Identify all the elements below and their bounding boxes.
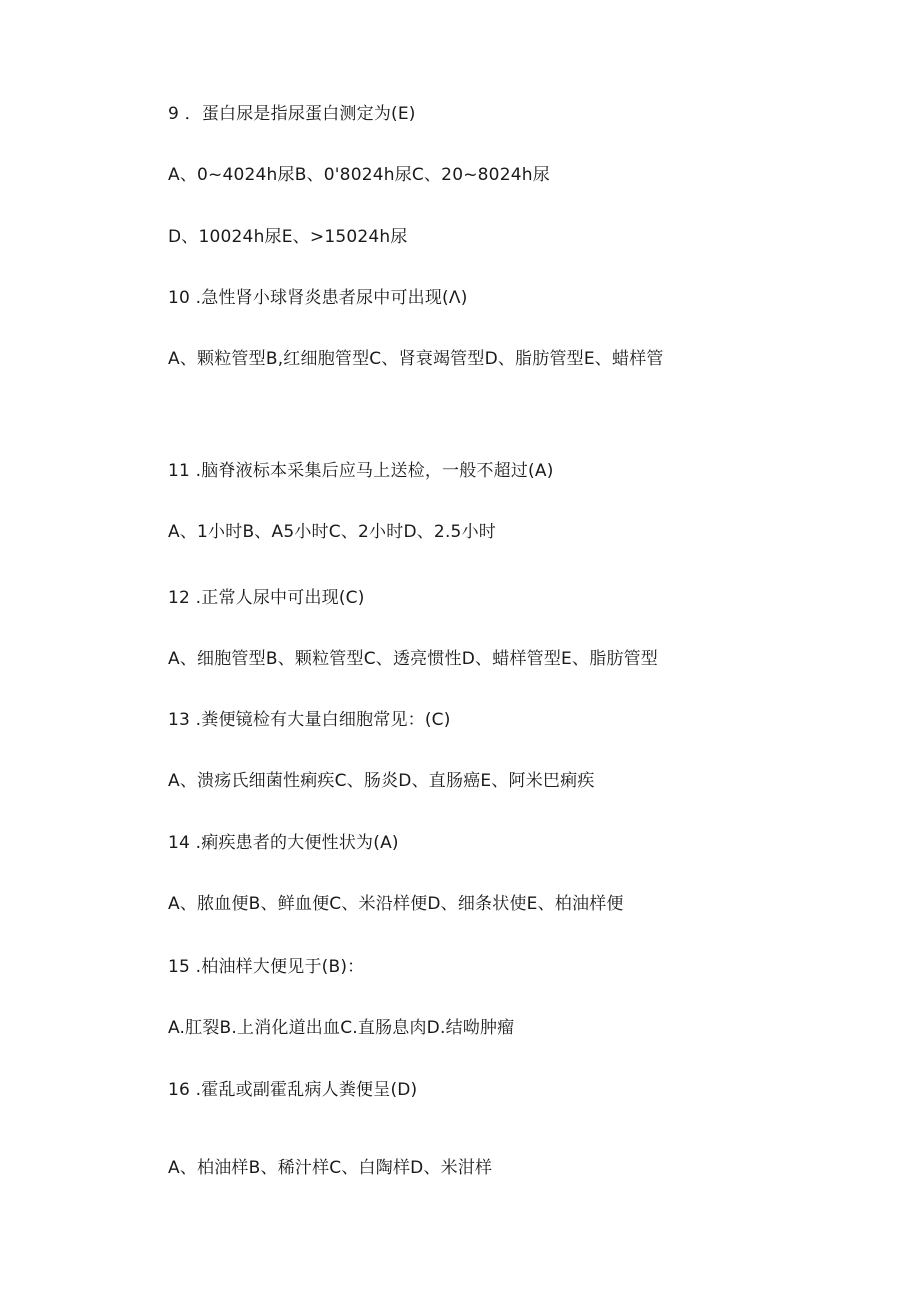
question-11: 11 .脑脊液标本采集后应马上送检，一般不超过(A) [168, 461, 554, 481]
question-10: 10 .急性肾小球肾炎患者尿中可出现(Λ) [168, 288, 468, 308]
options-11: A、1小时B、A5小时C、2小时D、2.5小时 [168, 522, 496, 542]
options-10: A、颗粒管型B,红细胞管型C、肾衰竭管型D、脂肪管型E、蜡样管 [168, 349, 664, 369]
question-13: 13 .粪便镜检有大量白细胞常见：(C) [168, 710, 451, 730]
question-16: 16 .霍乱或副霍乱病人粪便呈(D) [168, 1080, 418, 1100]
options-9-d-e: D、10024h尿E、>15024h尿 [168, 227, 408, 247]
options-15: A.肛裂B.上消化道出血C.直肠息肉D.结呦肿瘤 [168, 1018, 515, 1038]
question-15: 15 .柏油样大便见于(B)： [168, 957, 365, 977]
question-12: 12 .正常人尿中可出现(C) [168, 588, 365, 608]
options-9-a-c: A、0~4024h尿B、0'8024h尿C、20~8024h尿 [168, 165, 550, 185]
options-16: A、柏油样B、稀汁样C、白陶样D、米泔样 [168, 1158, 493, 1178]
question-9: 9 ．蛋白尿是指尿蛋白测定为(E) [168, 104, 416, 124]
options-13: A、溃疡氏细菌性痢疾C、肠炎D、直肠癌E、阿米巴痢疾 [168, 771, 595, 791]
options-14: A、脓血便B、鲜血便C、米沿样便D、细条状使E、柏油样便 [168, 894, 624, 914]
question-14: 14 .痢疾患者的大便性状为(A) [168, 833, 399, 853]
options-12: A、细胞管型B、颗粒管型C、透亮惯性D、蜡样管型E、脂肪管型 [168, 649, 658, 669]
